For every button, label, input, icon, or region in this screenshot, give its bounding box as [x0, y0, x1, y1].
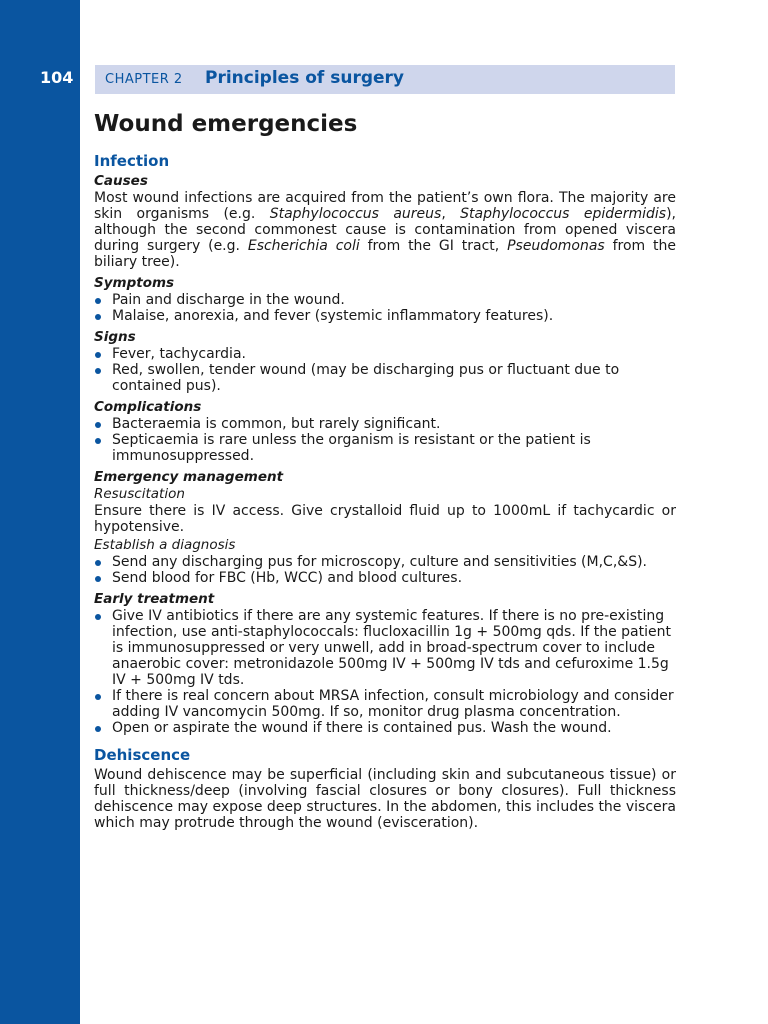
list-item: Give IV antibiotics if there are any systemic features. If there is no pre-existing infection, use anti-staphylococcals: flucloxacillin 1g + 500mg qds. If the patient is immunosuppressed or very unwell, add in broad-spectrum cover to include anaerobic cover: metronidazole 500mg IV + 500mg IV tds and cefuroxime 1.5g IV + 500mg IV tds. [94, 608, 676, 688]
dehiscence-paragraph: Wound dehiscence may be superficial (including skin and subcutaneous tissue) or full thickness/deep (involving fascial closures or bony closures). Full thickness dehiscence may expose deep structures. In the abdomen, this includes the viscera which may protrude through the wound (evisceration). [94, 767, 676, 831]
causes-paragraph: Most wound infections are acquired from the patient’s own flora. The majority are skin organisms (e.g. Staphylococcus aureus, Staphylococcus epidermidis), although the second commonest cause is contamination from opened viscera during surgery (e.g. Escherichia coli from the GI tract, Pseudomonas from the biliary tree). [94, 190, 676, 270]
early-treatment-heading: Early treatment [94, 591, 215, 607]
list-item: If there is real concern about MRSA infection, consult microbiology and consider adding IV vancomycin 500mg. If so, monitor drug plasma concentration. [94, 688, 676, 720]
list-item: Bacteraemia is common, but rarely significant. [94, 416, 676, 432]
diagnosis-heading: Establish a diagnosis [94, 537, 236, 553]
chapter-header [95, 65, 675, 94]
resuscitation-heading: Resuscitation [94, 486, 185, 502]
complications-heading: Complications [94, 399, 202, 415]
list-item: Open or aspirate the wound if there is contained pus. Wash the wound. [94, 720, 676, 736]
list-item: Send any discharging pus for microscopy, culture and sensitivities (M,C,&S). [94, 554, 676, 570]
page-number: 104 [40, 68, 74, 87]
page-title: Wound emergencies [94, 111, 358, 137]
chapter-label: CHAPTER 2 [105, 72, 183, 87]
complications-list [94, 416, 676, 464]
dehiscence-heading: Dehiscence [94, 746, 191, 764]
chapter-title: Principles of surgery [205, 68, 405, 88]
resuscitation-paragraph: Ensure there is IV access. Give crystalloid fluid up to 1000mL if tachycardic or hypotensive. [94, 503, 676, 535]
list-item: Pain and discharge in the wound. [94, 292, 676, 308]
emergency-management-heading: Emergency management [94, 469, 284, 485]
signs-list [94, 346, 676, 394]
list-item: Malaise, anorexia, and fever (systemic inflammatory features). [94, 308, 676, 324]
list-item: Red, swollen, tender wound (may be discharging pus or fluctuant due to contained pus). [94, 362, 676, 394]
causes-heading: Causes [94, 173, 148, 189]
list-item: Septicaemia is rare unless the organism is resistant or the patient is immunosuppressed. [94, 432, 676, 464]
symptoms-list [94, 292, 676, 324]
side-color-bar [0, 0, 80, 1024]
list-item: Send blood for FBC (Hb, WCC) and blood cultures. [94, 570, 676, 586]
page-content [94, 110, 676, 831]
symptoms-heading: Symptoms [94, 275, 175, 291]
infection-heading: Infection [94, 152, 170, 170]
diagnosis-list [94, 554, 676, 586]
signs-heading: Signs [94, 329, 136, 345]
list-item: Fever, tachycardia. [94, 346, 676, 362]
early-treatment-list [94, 608, 676, 736]
